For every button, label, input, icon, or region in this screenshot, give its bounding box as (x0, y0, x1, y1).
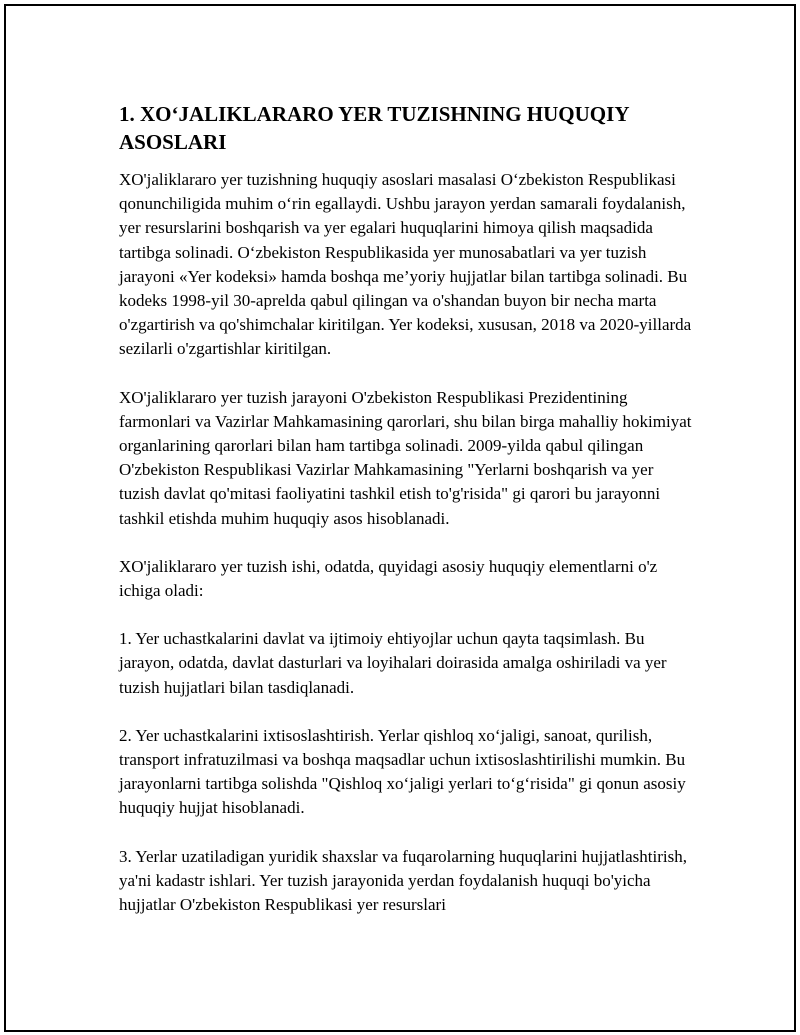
paragraph-item-2: 2. Yer uchastkalarini ixtisoslashtirish. Yerlar qishloq xo‘jaligi, sanoat, qurilish, transport infratuzilmasi va boshqa maqsadlar uchun ixtisoslashtirilishi mumkin. Bu jarayonlarni tartibga solishda "Qishloq xo‘jaligi yerlari to‘g‘risida" gi qonun asosiy huquqiy hujjat hisoblanadi. (119, 725, 686, 818)
paragraph-intro: XO'jaliklararo yer tuzishning huquqiy asoslari masalasi O‘zbekiston Respublikasi qonunchiligida muhim o‘rin egallaydi. Ushbu jarayon yerdan samarali foydalanish, yer resurslarini boshqarish va yer egalari huquqlarini himoya qilish maqsadida tartibga solinadi. O‘zbekiston Respublikasida yer munosabatlari va yer tuzish jarayoni «Yer kodeksi» hamda boshqa me’yoriy hujjatlar bilan tartibga solinadi. Bu kodeks 1998-yil 30-aprelda qabul qilingan va o'shandan buyon bir necha marta o'zgartirish va qo'shimchalar kiritilgan. Yer kodeksi, xususan, 2018 va 2020-yillarda sezilarli o'zgartishlar kiritilgan. (119, 170, 692, 359)
document-page (4, 4, 796, 1032)
paragraph-item-1: 1. Yer uchastkalarini davlat va ijtimoiy ehtiyojlar uchun qayta taqsimlash. Bu jarayon, odatda, davlat dasturlari va loyihalari doirasida amalga oshiriladi va yer tuzish hujjatlari bilan tasdiqlanadi. (119, 629, 667, 697)
paragraph-regulation: XO'jaliklararo yer tuzish jarayoni O'zbekiston Respublikasi Prezidentining farmonlari va Vazirlar Mahkamasining qarorlari, shu bilan birga mahalliy hokimiyat organlarining qarorlari bilan ham tartibga solinadi. 2009-yilda qabul qilingan O'zbekiston Respublikasi Vazirlar Mahkamasining "Yerlarni boshqarish va yer tuzish davlat qo'mitasi faoliyatini tashkil etish to'g'risida" gi qarori bu jarayonni tashkil etishda muhim huquqiy asos hisoblanadi. (119, 387, 692, 528)
section-heading: 1. XO‘JALIKLARARO YER TUZISHNING HUQUQIY ASOSLARI (119, 102, 629, 154)
document-body (119, 100, 694, 917)
paragraph-item-3: 3. Yerlar uzatiladigan yuridik shaxslar va fuqarolarning huquqlarini hujjatlashtirish, ya'ni kadastr ishlari. Yer tuzish jarayonida yerdan foydalanish huquqi bo'yicha hujjatlar O'zbekiston Respublikasi yer resurslari (119, 846, 687, 915)
paragraph-elements-intro: XO'jaliklararo yer tuzish ishi, odatda, quyidagi asosiy huquqiy elementlarni o'z ichiga oladi: (119, 556, 658, 601)
